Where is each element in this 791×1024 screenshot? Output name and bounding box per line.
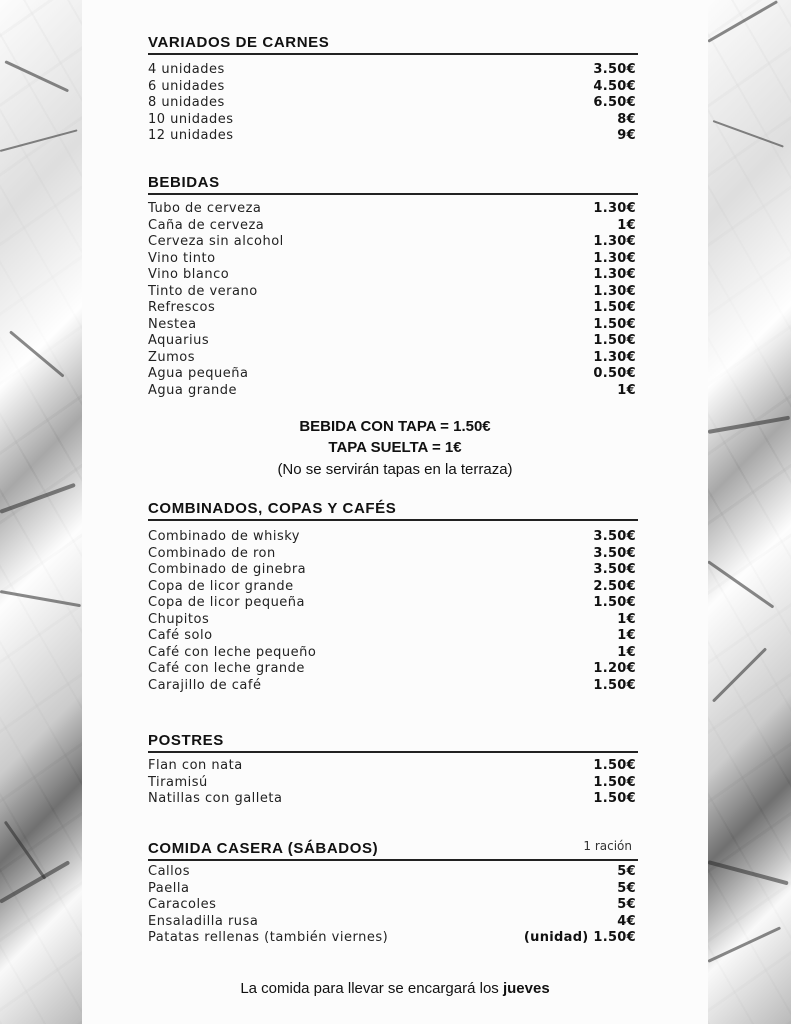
section-title-carnes: VARIADOS DE CARNES — [148, 34, 638, 55]
menu-item-name: Vino blanco — [148, 267, 230, 282]
section-title-casera: COMIDA CASERA (SÁBADOS) — [148, 840, 638, 861]
menu-item-price: 1.30€ — [593, 349, 636, 365]
menu-item — [148, 791, 636, 807]
menu-item — [148, 579, 636, 595]
footer-note — [82, 980, 708, 997]
menu-item-name: Ensaladilla rusa — [148, 913, 259, 929]
menu-item — [148, 79, 636, 95]
tapa-note: (No se servirán tapas en la terraza) — [277, 461, 513, 478]
menu-item-name: Patatas rellenas (también viernes) — [148, 930, 389, 945]
menu-item-name: Combinado de whisky — [148, 529, 300, 544]
menu-item-name: Copa de licor grande — [148, 578, 294, 594]
menu-item-name: Carajillo de café — [148, 677, 262, 693]
menu-item-price: 4€ — [617, 913, 636, 929]
menu-item — [148, 317, 636, 333]
menu-item-name: Nestea — [148, 316, 197, 332]
menu-item — [148, 284, 636, 300]
menu-item — [148, 881, 636, 897]
marble-background-left — [0, 0, 82, 1024]
menu-item-price: (unidad) 1.50€ — [523, 930, 636, 945]
menu-item-name: Agua pequeña — [148, 366, 249, 381]
menu-item-price: 3.50€ — [593, 545, 636, 561]
menu-item — [148, 112, 636, 128]
menu-item-name: Zumos — [148, 349, 196, 365]
marble-background-right — [708, 0, 791, 1024]
footer-text: La comida para llevar se encargará los — [240, 980, 499, 997]
menu-item-price: 1.30€ — [593, 234, 636, 249]
menu-item — [148, 562, 636, 578]
menu-item-name: Caracoles — [148, 897, 217, 912]
menu-item — [148, 595, 636, 611]
menu-item-price: 5€ — [617, 864, 636, 879]
menu-item-name: Café solo — [148, 628, 213, 643]
menu-item-price: 4.50€ — [593, 78, 636, 94]
menu-item-name: Natillas con galleta — [148, 791, 283, 806]
menu-item-price: 1.20€ — [593, 661, 636, 676]
menu-item — [148, 333, 636, 349]
menu-item-price: 2.50€ — [593, 578, 636, 594]
menu-item-price: 0.50€ — [593, 366, 636, 381]
menu-item-price: 1.30€ — [593, 201, 636, 216]
menu-item — [148, 930, 636, 946]
menu-item — [148, 300, 636, 316]
menu-item-price: 1.50€ — [593, 791, 636, 806]
menu-item-name: Combinado de ginebra — [148, 562, 307, 577]
menu-item-price: 1.50€ — [593, 774, 636, 790]
menu-item-price: 1€ — [617, 382, 636, 398]
menu-item-name: Flan con nata — [148, 758, 243, 773]
menu-item — [148, 645, 636, 661]
menu-item — [148, 758, 636, 774]
menu-item-price: 1€ — [617, 217, 636, 233]
menu-item — [148, 628, 636, 644]
menu-item-price: 9€ — [617, 128, 636, 143]
menu-item — [148, 775, 636, 791]
menu-item-name: Cerveza sin alcohol — [148, 234, 284, 249]
menu-item-name: Tinto de verano — [148, 283, 258, 299]
menu-item-name: Café con leche grande — [148, 661, 305, 676]
menu-item — [148, 62, 636, 78]
menu-item-name: Paella — [148, 880, 190, 896]
menu-item — [148, 678, 636, 694]
menu-item-price: 5€ — [617, 897, 636, 912]
section-title-combinados: COMBINADOS, COPAS Y CAFÉS — [148, 500, 638, 521]
menu-item — [148, 218, 636, 234]
section-title-postres: POSTRES — [148, 732, 638, 753]
menu-item-name: Combinado de ron — [148, 545, 276, 561]
menu-item-price: 3.50€ — [593, 62, 636, 77]
section-title-bebidas: BEBIDAS — [148, 174, 638, 195]
menu-item — [148, 201, 636, 217]
menu-item-price: 1.30€ — [593, 283, 636, 299]
menu-item-price: 1.50€ — [593, 677, 636, 693]
menu-item-name: 4 unidades — [148, 62, 225, 77]
menu-item — [148, 128, 636, 144]
menu-item-price: 6.50€ — [593, 95, 636, 110]
menu-item-name: Caña de cerveza — [148, 217, 265, 233]
ration-note: 1 ración — [583, 839, 632, 853]
menu-item-name: Agua grande — [148, 382, 238, 398]
menu-item-name: Copa de licor pequeña — [148, 595, 306, 610]
menu-item-name: 8 unidades — [148, 95, 225, 110]
menu-item-name: Tubo de cerveza — [148, 201, 262, 216]
menu-item — [148, 383, 636, 399]
menu-item — [148, 914, 636, 930]
tapa-offer-line: BEBIDA CON TAPA = 1.50€ — [299, 418, 491, 435]
menu-item-name: 12 unidades — [148, 128, 234, 143]
menu-item-price: 1.50€ — [593, 758, 636, 773]
menu-panel — [82, 0, 708, 1024]
menu-item-price: 1€ — [617, 644, 636, 660]
menu-item-price: 1.30€ — [593, 250, 636, 266]
menu-item-name: Café con leche pequeño — [148, 644, 317, 660]
menu-item — [148, 234, 636, 250]
menu-item — [148, 95, 636, 111]
menu-item-price: 1.50€ — [593, 300, 636, 315]
menu-item-price: 3.50€ — [593, 529, 636, 544]
menu-item — [148, 661, 636, 677]
menu-item-price: 8€ — [617, 111, 636, 127]
menu-item-price: 1€ — [617, 628, 636, 643]
menu-item-price: 5€ — [617, 880, 636, 896]
menu-item-name: Refrescos — [148, 300, 216, 315]
menu-item-name: 10 unidades — [148, 111, 234, 127]
menu-item-name: Chupitos — [148, 611, 210, 627]
menu-item-price: 1.50€ — [593, 316, 636, 332]
menu-item — [148, 612, 636, 628]
menu-item-price: 3.50€ — [593, 562, 636, 577]
menu-item-name: Vino tinto — [148, 250, 216, 266]
menu-item-name: Tiramisú — [148, 774, 208, 790]
tapa-single-line: TAPA SUELTA = 1€ — [328, 439, 462, 456]
footer-emphasis: jueves — [502, 980, 550, 997]
menu-item — [148, 529, 636, 545]
menu-item — [148, 546, 636, 562]
menu-item — [148, 350, 636, 366]
menu-item-price: 1.30€ — [593, 267, 636, 282]
menu-item-price: 1.50€ — [593, 333, 636, 348]
menu-item — [148, 864, 636, 880]
menu-item — [148, 897, 636, 913]
menu-item-price: 1€ — [617, 611, 636, 627]
menu-item-name: Aquarius — [148, 333, 210, 348]
menu-item-name: 6 unidades — [148, 78, 225, 94]
menu-item-name: Callos — [148, 864, 190, 879]
menu-item — [148, 366, 636, 382]
menu-item — [148, 251, 636, 267]
menu-item-price: 1.50€ — [593, 595, 636, 610]
menu-item — [148, 267, 636, 283]
